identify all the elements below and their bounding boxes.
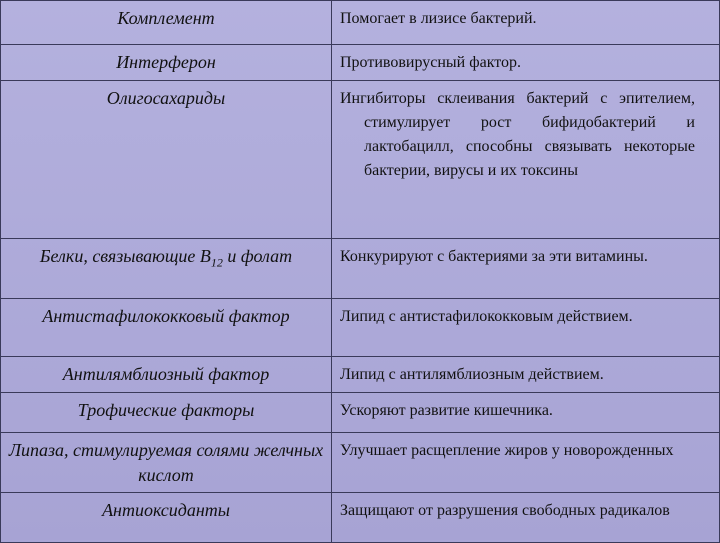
table-row [1, 299, 720, 357]
factor-description: Ускоряют развитие кишечника. [332, 393, 720, 433]
factor-description: Улучшает расщепление жиров у новорожденных [332, 433, 720, 493]
factor-name: Трофические факторы [1, 393, 332, 433]
factor-description: Противовирусный фактор. [332, 45, 720, 81]
factor-name: Антистафилококковый фактор [1, 299, 332, 357]
factor-name: Липаза, стимулируемая солями желчных кислот [1, 433, 332, 493]
table-row [1, 493, 720, 543]
factor-description: Защищают от разрушения свободных радикалов [332, 493, 720, 543]
factor-description: Липид с антилямблиозным действием. [332, 357, 720, 393]
factor-name: Антиоксиданты [1, 493, 332, 543]
table-row [1, 433, 720, 493]
factor-description: Помогает в лизисе бактерий. [332, 1, 720, 45]
table-row [1, 239, 720, 299]
subscript: 12 [210, 255, 223, 270]
factor-description: Ингибиторы склеивания бактерий с эпителием, стимулирует рост бифидобактерий и лактобацилл, способны связывать некоторые бактерии, вирусы и их токсины [332, 81, 720, 239]
table-row [1, 81, 720, 239]
factor-name: Комплемент [1, 1, 332, 45]
factor-description: Конкурируют с бактериями за эти витамины. [332, 239, 720, 299]
table-row [1, 357, 720, 393]
factor-name: Антилямблиозный фактор [1, 357, 332, 393]
table-row [1, 393, 720, 433]
factor-name: Белки, связывающие $В_{12}$ и фолат [1, 239, 332, 299]
factor-description: Липид с антистафилококковым действием. [332, 299, 720, 357]
factor-name: Интерферон [1, 45, 332, 81]
table-row [1, 1, 720, 45]
table-row [1, 45, 720, 81]
factor-name: Олигосахариды [1, 81, 332, 239]
